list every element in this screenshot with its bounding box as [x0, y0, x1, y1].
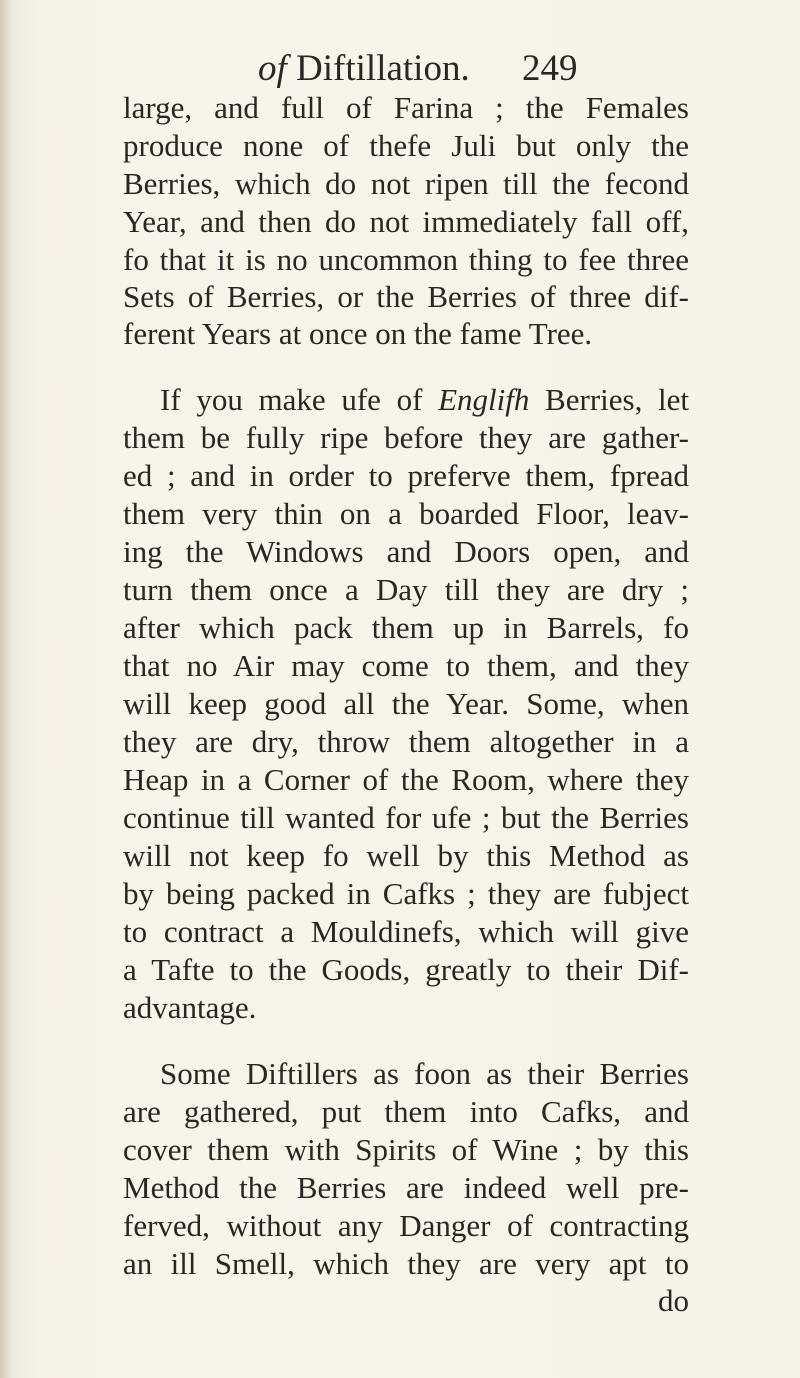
- page-gutter-shadow: [0, 0, 14, 1378]
- text-line: Sets of Berries, or the Berries of three dif-: [123, 279, 689, 314]
- text-line: continue till wanted for ufe ; but the Berries: [123, 800, 689, 835]
- text-line: to contract a Mouldinefs, which will give: [123, 914, 689, 949]
- text-line: they are dry, throw them altogether in a: [123, 724, 689, 759]
- header-prefix: of: [258, 48, 287, 89]
- running-header: [258, 46, 658, 92]
- text-line: after which pack them up in Barrels, fo: [123, 610, 689, 645]
- text-line: cover them with Spirits of Wine ; by this: [123, 1132, 689, 1167]
- text-line: that no Air may come to them, and they: [123, 648, 689, 683]
- text-run: Berries, let: [529, 382, 689, 417]
- text-line: Heap in a Corner of the Room, where they: [123, 762, 689, 797]
- text-line: produce none of thefe Juli but only the: [123, 128, 689, 163]
- text-line: ferved, without any Danger of contracting: [123, 1208, 689, 1243]
- paragraph-first-line: [160, 381, 689, 419]
- italic-word: Englifh: [438, 382, 530, 417]
- text-line: ferent Years at once on the fame Tree.: [123, 316, 593, 351]
- text-line: will not keep fo well by this Method as: [123, 838, 689, 873]
- text-line: will keep good all the Year. Some, when: [123, 686, 689, 721]
- paragraph-first-line: Some Diftillers as foon as their Berries: [160, 1056, 689, 1091]
- text-line: turn them once a Day till they are dry ;: [123, 572, 689, 607]
- text-line: a Tafte to the Goods, greatly to their Dif-: [123, 952, 689, 987]
- text-line: fo that it is no uncommon thing to fee three: [123, 242, 689, 277]
- text-line: Method the Berries are indeed well pre-: [123, 1170, 689, 1205]
- text-line: Year, and then do not immediately fall off,: [123, 204, 689, 239]
- header-title: Diftillation.: [296, 48, 470, 89]
- page-number: 249: [522, 48, 578, 89]
- text-line: an ill Smell, which they are very apt to: [123, 1246, 689, 1281]
- text-line: ed ; and in order to preferve them, fpread: [123, 458, 689, 493]
- text-line: are gathered, put them into Cafks, and: [123, 1094, 689, 1129]
- text-line: ing the Windows and Doors open, and: [123, 534, 689, 569]
- text-run: If you make ufe of: [160, 382, 439, 417]
- text-line: advantage.: [123, 990, 257, 1025]
- text-line: them very thin on a boarded Floor, leav-: [123, 496, 689, 531]
- text-line: Berries, which do not ripen till the fecond: [123, 166, 689, 201]
- text-line: by being packed in Cafks ; they are fubject: [123, 876, 689, 911]
- text-line: them be fully ripe before they are gather-: [123, 420, 689, 455]
- catchword: do: [658, 1283, 689, 1318]
- text-line: large, and full of Farina ; the Females: [123, 90, 689, 125]
